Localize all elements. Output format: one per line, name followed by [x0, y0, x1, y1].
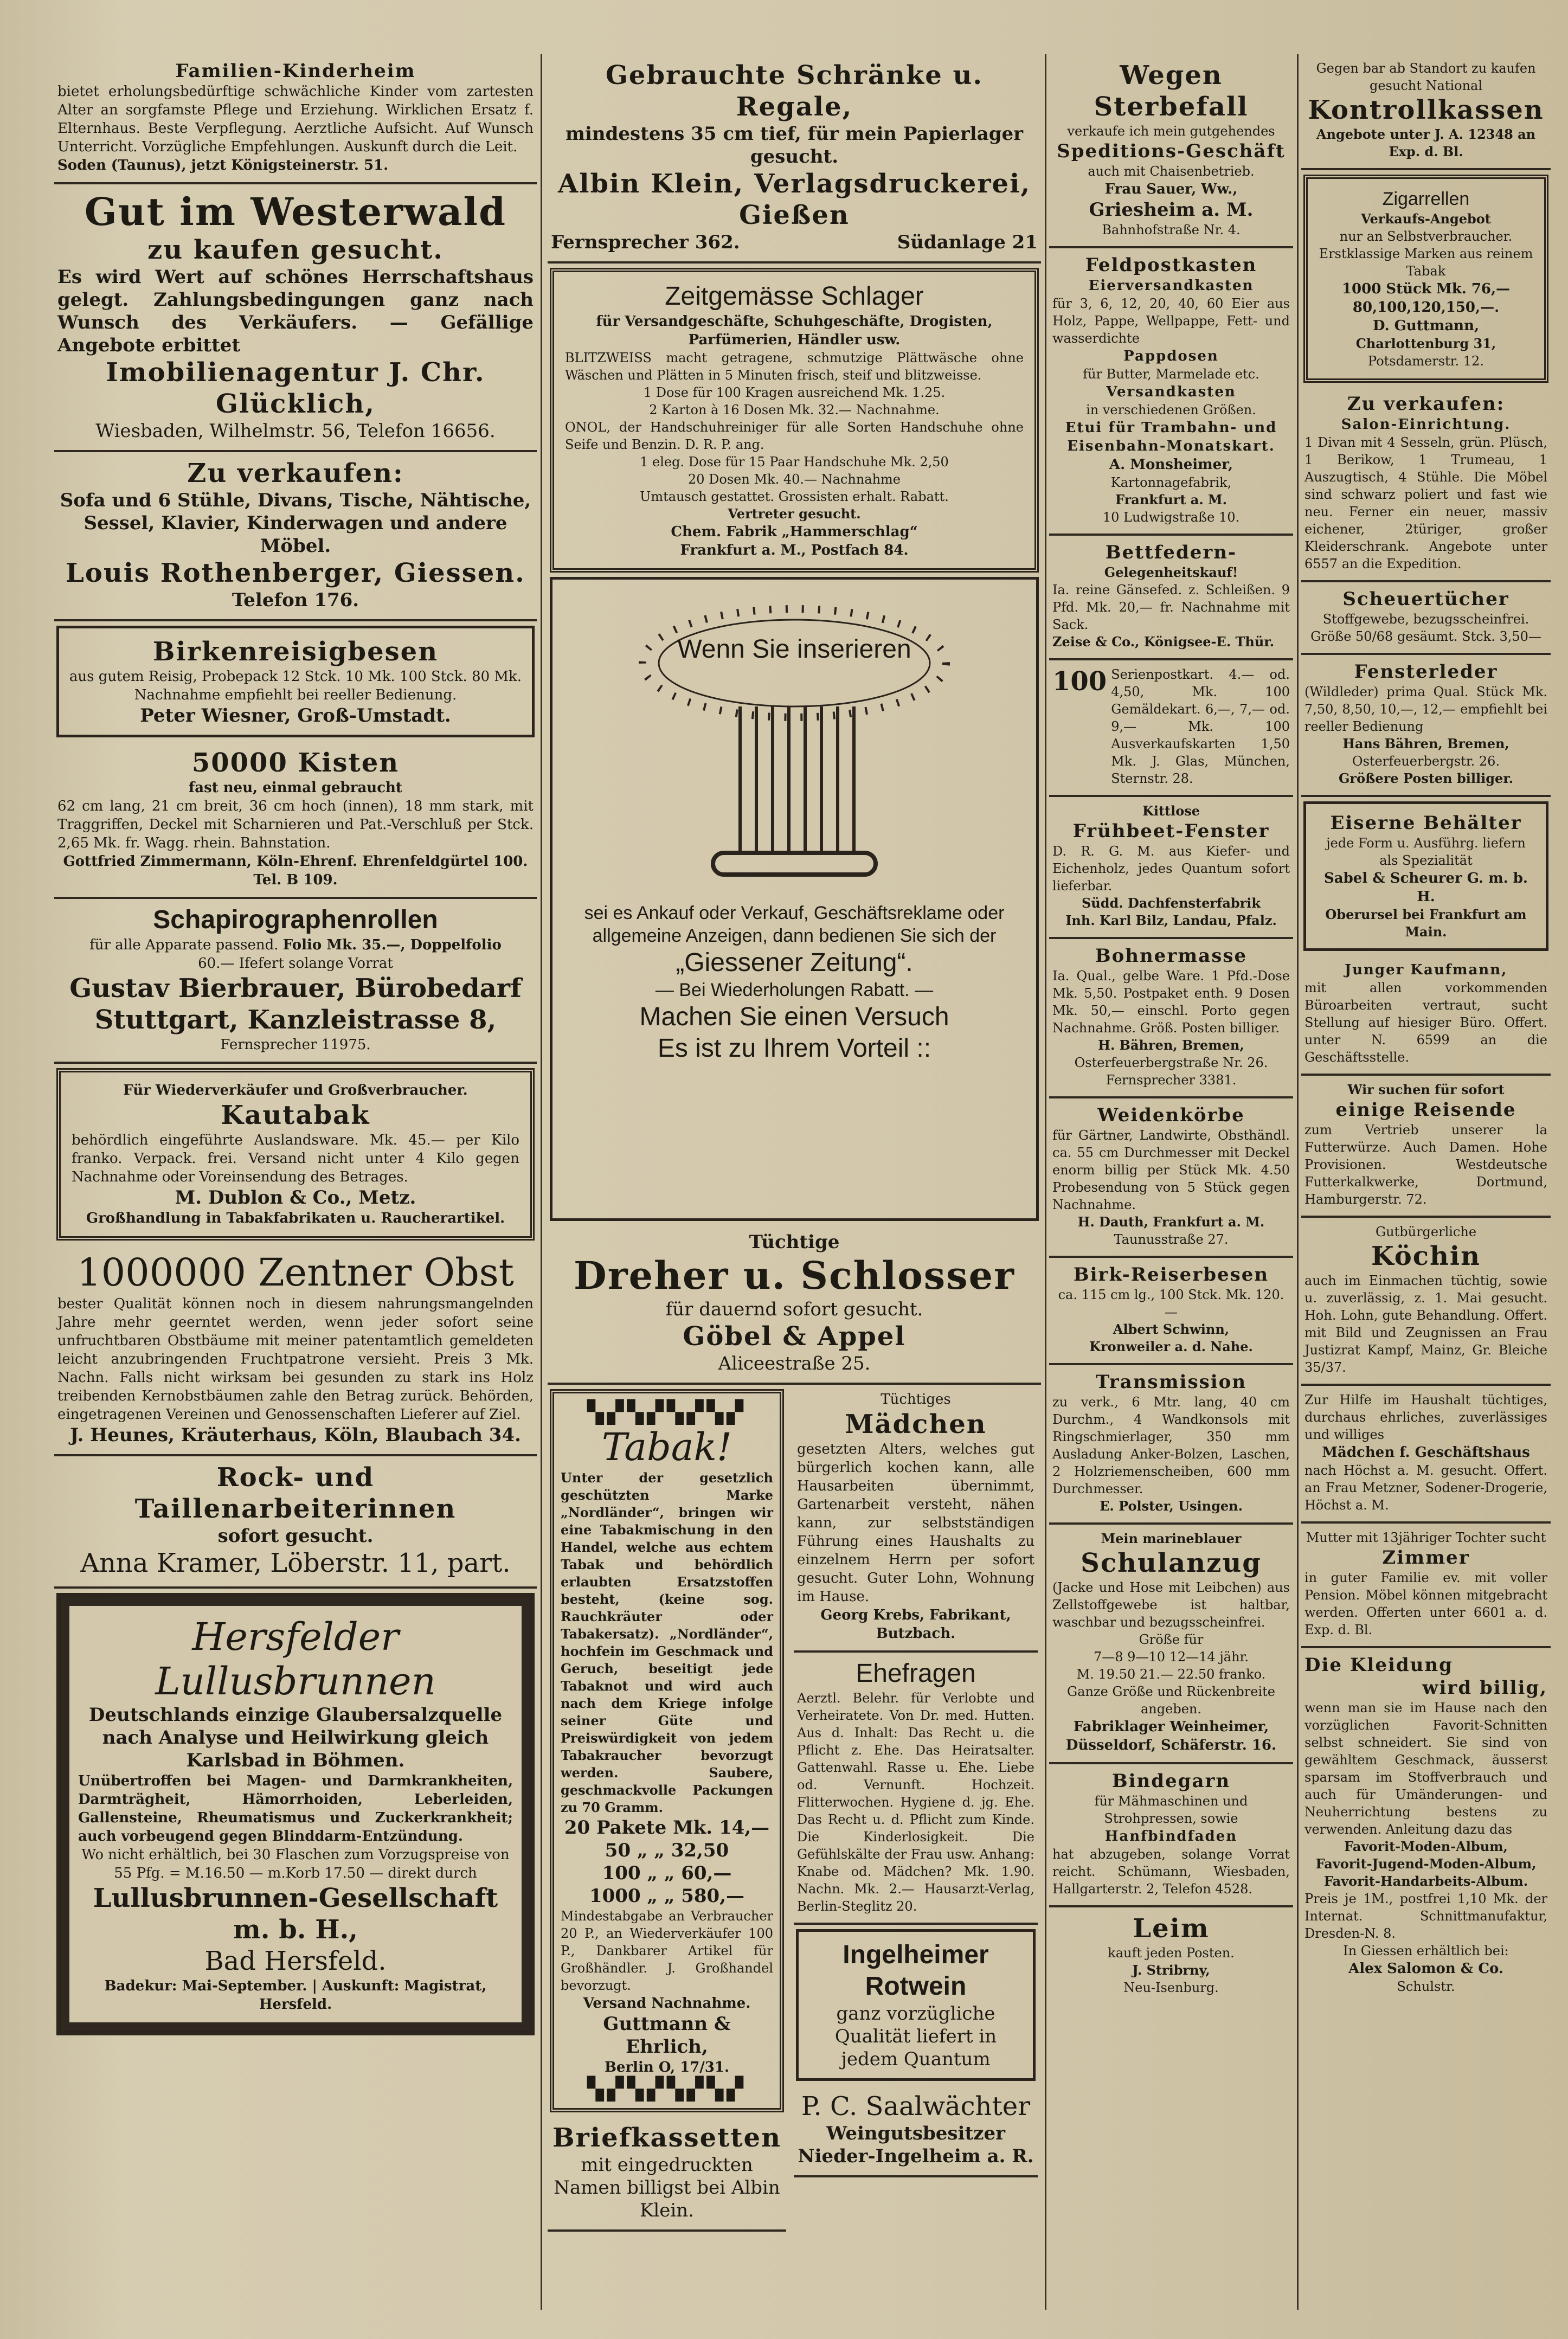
- ad-body: Deutschlands einzige Glaubersalzquelle nach Analyse und Heilwirkung gleich Karlsbad in Böhmen.: [88, 1704, 503, 1771]
- price-row: 1000 Stück Mk. 76,—: [1341, 281, 1511, 297]
- ad-body: Serienpostkart. 4.— od. 4,50, Mk. 100 Gemäldekart. 6,—, 7,— od. 9,— Mk. 100 Ausverkaufskarten 1,50 Mk. J. Glas, München, Sternstr. 28.: [1111, 667, 1290, 786]
- ad-topline: Gegen bar ab Standort zu kaufen gesucht National: [1316, 61, 1536, 93]
- ad-title: Frühbeet-Fenster: [1072, 820, 1270, 842]
- ad-body: für Mähmaschinen und Strohpressen, sowie: [1094, 1794, 1248, 1826]
- ad-body: behördlich eingeführte Auslandsware. Mk. 45.— per Kilo franko. Verpack. frei. Versand nicht unter 4 Kilo gegen Nachnahme oder Voreinsendung des Betrages.: [72, 1132, 519, 1185]
- ad-kautabak: [56, 1068, 535, 1241]
- advertiser-name: Gustav Bierbrauer, Bürobedarf: [69, 973, 522, 1004]
- ad-saalwaechter: [794, 2085, 1038, 2177]
- advertiser-city: Nieder-Ingelheim a. R.: [798, 2145, 1034, 2167]
- column-2: [548, 54, 1041, 2232]
- ad-body: aus gutem Reisig, Probepack 12 Stck. 10 Mk. 100 Stck. 80 Mk. Nachnahme empfiehlt bei reeller Bedienung.: [69, 669, 522, 703]
- ad-body: — Bei Wiederholungen Rabatt. —: [655, 980, 934, 1000]
- advertiser-name: J. Stribrny,: [1132, 1962, 1210, 1978]
- ad-body: (Jacke und Hose mit Leibchen) aus Zellstoffgewebe ist haltbar, waschbar und bezugsscheinfrei.: [1052, 1580, 1290, 1630]
- ad-topline: Mutter mit 13jähriger Tochter sucht: [1306, 1530, 1546, 1545]
- advertiser-address: Osterfeuerbergstr. 26.: [1352, 754, 1500, 769]
- ad-title: Zimmer: [1382, 1547, 1470, 1569]
- ad-body: 20 Dosen Mk. 40.— Nachnahme: [687, 472, 901, 487]
- ad-topline: Mein marineblauer: [1101, 1531, 1242, 1546]
- advertiser-name: Anna Kramer, Löberstr. 11, part.: [80, 1548, 511, 1578]
- ad-body: kauft jeden Posten.: [1108, 1945, 1235, 1961]
- advertiser-address: Charlottenburg 31,: [1355, 336, 1496, 351]
- ad-body: nur an Selbstverbraucher. Erstklassige Marken aus reinem Tabak: [1319, 229, 1533, 279]
- ad-body: auch im Einmachen tüchtig, sowie u. zuverlässig, z. 1. Mai gesucht. Hoh. Lohn, gute Behandlung. Offert. mit Bild und Zeugnissen an Frau Justizrat Kampf, Mainz, Gr. Bleiche 35/37.: [1304, 1273, 1547, 1375]
- advertiser-name: Sabel & Scheurer G. m. b. H.: [1324, 870, 1528, 905]
- ad-body: zu verk., 6 Mtr. lang, 40 cm Durchm., 4 Wandkonsols mit Ringschmierlager, 350 mm Ausladung Anker-Bolzen, Laschen, 2 Holzriemenscheiben, 600 mm Durchmesser.: [1052, 1395, 1290, 1496]
- ad-topline: Für Wiederverkäufer und Großverbraucher.: [123, 1082, 468, 1098]
- ad-tabak: [550, 1389, 784, 2112]
- advertiser-name: H. Dauth, Frankfurt a. M.: [1077, 1214, 1265, 1230]
- ad-subtitle: sofort gesucht.: [217, 1525, 374, 1547]
- ad-bohnermasse: [1049, 939, 1293, 1098]
- ad-body: wenn man sie im Hause nach den vorzüglichen Favorit-Schnitten selbst schneidert. Sie sind von gewähltem Geschmack, äusserst sparsam im Stoffverbrauch und auch für Umänderungen- und Neuherrichtung bestens zu verwenden. Anleitung dazu das: [1304, 1700, 1547, 1837]
- ad-kaufmann: [1301, 955, 1551, 1076]
- ad-body: für Gärtner, Landwirte, Obsthändl. ca. 55 cm Durchmesser mit Deckel enorm billig per Stück Mk. 4.50 Probesendung von 5 Stück gegen Nachnahme.: [1052, 1128, 1290, 1212]
- ad-title: Briefkassetten: [552, 2123, 781, 2153]
- ad-body: Wo nicht erhältlich, bei 30 Flaschen zum Vorzugspreise von 55 Pfg. = M.16.50 — m.Korb 17.50 — direkt durch: [81, 1847, 510, 1881]
- ad-body: für Butter, Marmelade etc.: [1083, 367, 1259, 382]
- advertiser-name: M. Dublon & Co., Metz.: [175, 1187, 416, 1209]
- advertiser-name: A. Monsheimer,: [1109, 457, 1233, 473]
- ad-body: Unübertroffen bei Magen- und Darmkrankheiten, Darmträgheit, Hämorrhoiden, Leberleiden, Gallensteine, Rheumatismus und Zuckerkrankheit; auch vorbeugend gegen Blinddarm-Entzündung.: [78, 1773, 513, 1845]
- advertiser-address: Osterfeuerbergstraße Nr. 26.: [1074, 1055, 1268, 1070]
- ad-subtitle: für Versandgeschäfte, Schuhgeschäfte, Drogisten, Parfümerien, Händler usw.: [596, 313, 993, 348]
- ad-maedchen-geschaeftshaus: [1301, 1386, 1551, 1524]
- price-row: 50 „ „ 32,50: [605, 1840, 729, 1861]
- column-rule: [1297, 54, 1299, 2310]
- ad-title: Schulanzug: [1081, 1548, 1262, 1578]
- ad-title: 50000 Kisten: [191, 748, 400, 778]
- advertiser-address: Stuttgart, Kanzleistrasse 8,: [94, 1005, 497, 1035]
- advertiser-name: Albin Klein, Verlagsdruckerei, Gießen: [557, 169, 1031, 230]
- price-row: 1000 „ „ 580,—: [589, 1885, 745, 1907]
- ad-body: 62 cm lang, 21 cm breit, 36 cm hoch (innen), 18 mm stark, mit Traggriffen, Deckel mit Scharnieren und Pat.-Verschluß per Stck. 2,65 Mk. fr. Wagg. rhein. Bahnstation.: [57, 798, 534, 851]
- ad-body: nach Höchst a. M. gesucht. Offert. an Frau Metzner, Sodener-Drogerie, Höchst a. M.: [1304, 1463, 1547, 1513]
- ad-title: Schapirographenrollen: [153, 905, 438, 934]
- ad-body: Stoffgewebe, bezugsscheinfrei. Größe 50/68 gesäumt. Stck. 3,50—: [1310, 612, 1541, 644]
- ad-title: Eierversandkasten: [1088, 278, 1254, 294]
- advertiser-name: Georg Krebs, Fabrikant, Butzbach.: [820, 1607, 1011, 1642]
- ad-title: Birkenreisigbesen: [152, 637, 439, 667]
- ad-topline: Wir suchen für sofort: [1347, 1082, 1505, 1097]
- price-row: 100 „ „ 60,—: [602, 1862, 732, 1884]
- album-item: Favorit-Moden-Album,: [1344, 1839, 1508, 1854]
- advertiser-name: Imobilienagentur J. Chr. Glücklich,: [106, 357, 485, 419]
- ad-body: Umtausch gestattet. Grossisten erhalt. Rabatt.: [640, 489, 949, 504]
- ad-reisende: [1301, 1076, 1551, 1218]
- album-item: Favorit-Handarbeits-Album.: [1323, 1873, 1528, 1889]
- ad-body: ONOL, der Handschuhreiniger für alle Sorten Handschuhe ohne Seife und Benzin. D. R. P. ang.: [565, 420, 1024, 452]
- advertiser-name: Frau Sauer, Ww.,: [1104, 181, 1238, 197]
- advertiser-phone: Fernsprecher 11975.: [220, 1037, 371, 1053]
- ad-body: Zur Hilfe im Haushalt tüchtiges, durchaus ehrliches, zuverlässiges und williges: [1304, 1392, 1547, 1442]
- ad-title: Hersfelder Lullusbrunnen: [155, 1615, 436, 1704]
- ad-body: Unter der gesetzlich geschützten Marke „Nordländer“, bringen wir eine Tabakmischung in den Handel, welche aus echtem Tabak und behördlich erlaubten Ersatzstoffen besteht, (keine sog. Rauchkräuter oder Tabakersatz). „Nordländer“, hochfein im Geschmack und Geruch, beseitigt jede Tabaknot und wird auch nach dem Kriege infolge seiner Güte und Preiswürdigkeit von jedem Tabakraucher bevorzugt werden. Saubere, geschmackvolle Packungen zu 70 Gramm.: [561, 1470, 773, 1815]
- advertiser-city: Kronweiler a. d. Nahe.: [1089, 1339, 1253, 1354]
- ad-fruehbeet: [1049, 797, 1293, 939]
- ad-body: Ia. Qual., gelbe Ware. 1 Pfd.-Dose Mk. 5,50. Postpaket enth. 9 Dosen Mk. 50,— einschl. Porto gegen Nachnahme. Größ. Posten billiger.: [1052, 968, 1290, 1036]
- advertiser-city: Frankfurt a. M., Postfach 84.: [680, 542, 909, 558]
- advertiser-city: Oberursel bei Frankfurt am Main.: [1325, 907, 1527, 940]
- ad-weidenkoerbe: [1049, 1098, 1293, 1258]
- ad-body: Ia. reine Gänsefed. z. Schleißen. 9 Pfd. Mk. 20,— fr. Nachnahme mit Sack.: [1052, 582, 1290, 632]
- advertiser-phone: Fernsprecher 3381.: [1106, 1072, 1237, 1088]
- ad-body: 2 Karton à 16 Dosen Mk. 32.— Nachnahme.: [649, 402, 940, 417]
- ad-body: Aerztl. Belehr. für Verlobte und Verheiratete. Von Dr. med. Hutten. Aus d. Inhalt: Das Recht u. die Pflicht z. Ehe. Das Heiratsalter. Gattenwahl. Rasse u. Ehe. Liebe od. Vernunft. Hochzeit. Flitterwochen. Hygiene d. jg. Ehe. Das Recht u. d. Pflicht zum Kinde. Die Kinderlosigkeit. Die Gefühlskälte der Frau usw. Anhang: Knabe od. Mädchen? Mk. 1.90. Nachn. Mk. 2.— Hausarzt-Verlag, Berlin-Steglitz 20.: [797, 1691, 1034, 1914]
- ad-fensterleder: [1301, 655, 1551, 797]
- ad-title: Köchin: [1371, 1241, 1481, 1271]
- ad-title: Bindegarn: [1111, 1770, 1231, 1792]
- ad-body: auch mit Chaisenbetrieb.: [1088, 164, 1255, 179]
- ad-subtitle: fast neu, einmal gebraucht: [189, 780, 402, 796]
- ad-kontrollkassen: [1301, 54, 1551, 170]
- ad-title: Etui für Trambahn- und Eisenbahn-Monatskart.: [1065, 420, 1277, 454]
- advertiser-title: Weingutsbesitzer: [826, 2123, 1006, 2144]
- ad-title: Eiserne Behälter: [1330, 812, 1522, 834]
- ad-giessener-zeitung: [550, 577, 1039, 1221]
- ad-kleidung: [1301, 1648, 1551, 2003]
- ad-zu-verkaufen: [54, 452, 537, 621]
- ad-body: Angebote unter J. A. 12348 an Exp. d. Bl.: [1316, 126, 1536, 159]
- ad-maedchen: [794, 1385, 1038, 1653]
- size-header: Größe für: [1139, 1632, 1204, 1647]
- ad-lullusbrunnen: [69, 1606, 522, 2022]
- ad-title: Birk-Reiserbesen: [1073, 1264, 1269, 1286]
- ad-westerwald: [54, 184, 537, 452]
- price-row: 80,100,120,150,—.: [1352, 299, 1500, 316]
- ad-subtitle: mindestens 35 cm tief, für mein Papierlager gesucht.: [565, 123, 1024, 168]
- album-item: Favorit-Jugend-Moden-Album,: [1315, 1856, 1537, 1872]
- advertiser-city: Düsseldorf, Schäferstr. 16.: [1065, 1737, 1277, 1753]
- ad-body: in guter Familie ev. mit voller Pension. Möbel können mitgebracht werden. Offerten unter 6601 a. d. Exp. d. Bl.: [1304, 1570, 1547, 1637]
- greek-key-ornament: ▚▞▚▞▚▞▚▞: [587, 2077, 747, 2102]
- ad-body: 1 Dose für 100 Kragen ausreichend Mk. 1.25.: [643, 385, 946, 400]
- advertiser-phone: Telefon 176.: [232, 589, 359, 611]
- ad-title: Bettfedern-: [1105, 542, 1237, 563]
- advertiser-name: Louis Rothenberger, Giessen.: [66, 558, 525, 588]
- price-row: M. 19.50 21.— 22.50 franko.: [1076, 1667, 1266, 1682]
- ad-title: Rotwein: [865, 1972, 967, 2001]
- ad-body: BLITZWEISS macht getragene, schmutzige Plättwäsche ohne Wäschen und Plätten in 5 Minuten frisch, steif und blitzweisse.: [565, 350, 1024, 383]
- ad-body: Vertreter gesucht.: [728, 506, 861, 522]
- advertiser-address: Südanlage 21: [897, 232, 1038, 253]
- ad-title: Die Kleidung: [1304, 1654, 1453, 1676]
- advertiser-name: Chem. Fabrik „Hammerschlag“: [671, 524, 918, 540]
- ad-title: 1000000 Zentner Obst: [77, 1250, 514, 1295]
- ad-ehefragen: [794, 1653, 1038, 1925]
- advertiser-address: Bahnhofstraße Nr. 4.: [1102, 222, 1241, 237]
- oval-text: Wenn Sie inserieren: [677, 635, 911, 664]
- advertiser-name: Südd. Dachfensterfabrik: [1081, 895, 1261, 911]
- ad-title: Bohnermasse: [1095, 945, 1248, 967]
- ad-transmission: [1049, 1365, 1293, 1525]
- ad-salon: [1301, 387, 1551, 582]
- ad-bettfedern: [1049, 536, 1293, 660]
- ad-slogan: Es ist zu Ihrem Vorteil ::: [657, 1034, 931, 1063]
- ad-title: Zu verkaufen:: [187, 458, 404, 489]
- advertiser-address: Potsdamerstr. 12.: [1368, 354, 1484, 369]
- ad-body: 1 eleg. Dose für 15 Paar Handschuhe Mk. 2,50: [640, 454, 949, 470]
- advertiser-address: Schulstr.: [1397, 1979, 1455, 1994]
- size-row: 7—8 9—10 12—14 jähr.: [1094, 1649, 1249, 1665]
- ad-body: (Wildleder) prima Qual. Stück Mk. 7,50, 8,50, 10,—, 12,— empfiehlt bei reeller Bedienung: [1304, 684, 1547, 734]
- ad-schraenke: [548, 54, 1041, 264]
- ad-leim: [1049, 1907, 1293, 2004]
- ad-title: Tabak!: [601, 1425, 732, 1469]
- ad-line: Folio Mk. 35.—, Doppelfolio: [282, 937, 502, 953]
- advertiser-address: 10 Ludwigstraße 10.: [1102, 510, 1240, 525]
- newspaper-name: „Giessener Zeitung“.: [676, 948, 913, 977]
- ad-ingelheimer: [796, 1929, 1036, 2081]
- ad-lullusbrunnen-frame: [56, 1593, 535, 2035]
- ad-subtitle: für dauernd sofort gesucht.: [665, 1299, 923, 1320]
- ad-title: Familien-Kinderheim: [175, 60, 416, 82]
- ad-footer: Größere Posten billiger.: [1338, 770, 1514, 786]
- advertiser-name: J. Heunes, Kräuterhaus, Köln, Blaubach 34.: [70, 1424, 521, 1446]
- advertiser-name: Peter Wiesner, Groß-Umstadt.: [140, 705, 451, 727]
- ad-title: Weidenkörbe: [1097, 1104, 1245, 1126]
- ad-body: Sofa und 6 Stühle, Divans, Tische, Nähtische, Sessel, Klavier, Kinderwagen und andere Möbel.: [60, 490, 531, 557]
- ad-subtitle: Salon-Einrichtung.: [1341, 416, 1511, 433]
- ad-body: Es wird Wert auf schönes Herrschaftshaus gelegt. Zahlungsbedingungen ganz nach Wunsch des Verkäufers. — Gefällige Angebote erbittet: [57, 266, 534, 356]
- greek-key-ornament: ▚▞▚▞▚▞▚▞: [587, 1400, 747, 1425]
- advertiser-name: E. Polster, Usingen.: [1100, 1498, 1243, 1514]
- ad-koechin: [1301, 1218, 1551, 1386]
- ad-body: verkaufe ich mein gutgehendes: [1067, 124, 1275, 139]
- ad-body: bietet erholungsbedürftige schwächliche Kinder vom zartesten Alter an sorgfamste Pflege und Erziehung. Wirklichen Ersatz f. Elternhaus. Beste Verpflegung. Aerztliche Aufsicht. Auf Wunsch Unterricht. Vorzügliche Empfehlungen. Auskunft durch die Leit.: [57, 83, 534, 155]
- ad-subtitle: zu kaufen gesucht.: [147, 235, 444, 265]
- ad-title: Ehefragen: [856, 1659, 976, 1688]
- ad-title: Fensterleder: [1354, 661, 1498, 683]
- ad-title: Zigarrellen: [1382, 189, 1470, 209]
- advertiser-name: Alex Salomon & Co.: [1348, 1961, 1503, 1977]
- ad-title: Rock- und Taillenarbeiterinnen: [134, 1462, 457, 1524]
- ad-title: Leim: [1133, 1913, 1210, 1944]
- ad-body: Versand Nachnahme.: [583, 1995, 751, 2012]
- advertiser-city: Neu-Isenburg.: [1123, 1980, 1219, 1995]
- ad-kinderheim: [54, 54, 537, 184]
- advertiser-city: Frankfurt a. M.: [1115, 492, 1227, 507]
- column-4: [1301, 54, 1551, 2003]
- ad-obst: [54, 1245, 537, 1456]
- ad-line: für alle Apparate passend.: [89, 937, 279, 953]
- ad-number: 100: [1052, 666, 1107, 697]
- column-rule: [541, 54, 542, 2310]
- advertiser-phone: Fernsprecher 362.: [551, 232, 740, 253]
- ad-feldpostkasten: [1049, 248, 1293, 536]
- ad-title: Speditions-Geschäft: [1057, 140, 1286, 162]
- ad-sterbefall: [1049, 54, 1293, 248]
- ad-birkenreisigbesen: [56, 626, 535, 737]
- ad-footer: Soden (Taunus), jetzt Königsteinerstr. 51.: [57, 157, 389, 174]
- left-subcolumn: [548, 1385, 786, 2232]
- ad-title: Ingelheimer: [843, 1940, 989, 1969]
- ad-title: Feldpostkasten: [1085, 254, 1257, 276]
- ad-title: Gut im Westerwald: [84, 189, 507, 234]
- ad-title: Kautabak: [221, 1100, 370, 1130]
- advertiser-address: Taunusstraße 27.: [1114, 1232, 1229, 1247]
- ad-title: Scheuertücher: [1342, 588, 1509, 610]
- ad-line: 60.— Ifefert solange Vorrat: [198, 955, 393, 972]
- advertiser-name: H. Bähren, Bremen,: [1098, 1037, 1244, 1053]
- ad-title: Kontrollkassen: [1308, 95, 1544, 125]
- ad-briefkassetten: [548, 2117, 786, 2232]
- advertiser-name: Albert Schwinn,: [1113, 1321, 1230, 1337]
- ad-topline: Tüchtiges: [881, 1391, 951, 1408]
- ad-subtitle: Gelegenheitskauf!: [1104, 564, 1238, 580]
- advertiser-city: Bad Hersfeld.: [204, 1946, 387, 1976]
- ad-body: zum Vertrieb unserer la Futterwürze. Auch Damen. Hohe Provisionen. Westdeutsche Futterkalkwerke, Dortmund, Hamburgerstr. 72.: [1304, 1122, 1547, 1207]
- advertiser-name: Göbel & Appel: [683, 1321, 906, 1352]
- ad-title: Zeitgemässe Schlager: [665, 282, 924, 311]
- ad-topline: Gutbürgerliche: [1375, 1224, 1477, 1239]
- advertiser-address: Aliceestraße 25.: [718, 1353, 871, 1374]
- advertiser-address: Wiesbaden, Wilhelmstr. 56, Telefon 16656.: [95, 420, 496, 442]
- ad-schulanzug: [1049, 1525, 1293, 1764]
- column-1: [54, 54, 537, 2040]
- ad-postkarten: [1049, 660, 1293, 797]
- advertiser-sub: Kartonnagefabrik,: [1110, 475, 1232, 490]
- ad-title: Transmission: [1095, 1371, 1247, 1393]
- two-column-block: [548, 1385, 1041, 2232]
- ad-title: Zu verkaufen:: [1347, 393, 1505, 415]
- ad-zimmer: [1301, 1524, 1551, 1648]
- advertiser-name: Hans Bähren, Bremen,: [1342, 736, 1509, 751]
- advertiser-name: Guttmann & Ehrlich,: [603, 2013, 731, 2058]
- price-row: 20 Pakete Mk. 14,—: [564, 1817, 770, 1839]
- ad-title: Versandkasten: [1106, 384, 1236, 400]
- ad-body: 1 Divan mit 4 Sesseln, grün. Plüsch, 1 Berikow, 1 Trumeau, 1 Auszugtisch, 4 Stühle. Die Möbel sind schwarz poliert und fast wie neu. Ferner ein neuer, massiv eichener, 2türiger, großer Kleiderschrank. Angebote unter 6557 an die Expedition.: [1304, 435, 1547, 571]
- ad-footer: Badekur: Mai-September. | Auskunft: Magistrat, Hersfeld.: [104, 1978, 487, 2013]
- ad-schapirographen: [54, 899, 537, 1064]
- right-subcolumn: [794, 1385, 1038, 2232]
- advertiser-name: Lullusbrunnen-Gesellschaft m. b. H.,: [93, 1883, 498, 1945]
- advertiser-city: Berlin O, 17/31.: [604, 2059, 730, 2075]
- advertiser-name: D. Guttmann,: [1372, 318, 1480, 334]
- ad-subtitle: Verkaufs-Angebot: [1361, 211, 1491, 227]
- ad-topline: Tüchtige: [749, 1231, 840, 1253]
- ad-footer: Großhandlung in Tabakfabrikaten u. Raucherartikel.: [86, 1210, 505, 1226]
- ad-body: gesetzten Alters, welches gut bürgerlich kochen kann, alle Hausarbeiten übernimmt, Gartenarbeit versteht, nähen kann, zur selbstständigen Führung eines Haushalts zu einzelnem Herrn per sofort gesucht. Guter Lohn, Wohnung im Hause.: [797, 1441, 1034, 1605]
- advertiser-name: P. C. Saalwächter: [801, 2091, 1031, 2122]
- ad-title: Pappdosen: [1123, 348, 1219, 364]
- ad-title: Gebrauchte Schränke u. Regale,: [605, 60, 984, 122]
- ad-arbeiterinnen: [54, 1456, 537, 1589]
- ad-body: jede Form u. Ausführg. liefern als Spezialität: [1326, 836, 1526, 868]
- ad-slogan: Machen Sie einen Versuch: [639, 1003, 949, 1031]
- advertiser-city: Griesheim a. M.: [1089, 199, 1254, 221]
- ad-body: in verschiedenen Größen.: [1086, 402, 1256, 417]
- ad-reiserbesen: [1049, 1258, 1293, 1365]
- ad-body: Preis je 1M., postfrei 1,10 Mk. der Internat. Schnittmanufaktur, Dresden-N. 8.: [1304, 1891, 1547, 1941]
- column-3: [1049, 54, 1293, 2004]
- advertiser-sub: Inh. Karl Bilz, Landau, Pfalz.: [1065, 913, 1277, 928]
- ad-scheuertuecher: [1301, 582, 1551, 655]
- ad-bindegarn: [1049, 1764, 1293, 1907]
- ad-body: bester Qualität können noch in diesem nahrungsmangelnden Jahre mehr geerntet werden, wenn jeder sofort seine unfruchtbaren Obstbäume mit meiner patentamtlich gemeldeten leicht anzubringenden Fruchtpatrone versieht. Preis 3 Mk. Nachn. Falls nicht wirksam bei gesunden zu stark ins Holz treibenden Kernobstbäumen zahle den Betrag zurück. Behörden, eingetragenen Vereinen und Genossenschaften Lieferer auf Ziel.: [57, 1296, 534, 1423]
- advertiser-name: Gottfried Zimmermann, Köln-Ehrenf. Ehrenfeldgürtel 100. Tel. B 109.: [63, 853, 528, 888]
- ad-title: Wegen: [1120, 60, 1223, 91]
- ad-body: Mindestabgabe an Verbraucher 20 P., an Wiederverkäufer 100 P., Dankbarer Artikel für Großhändler. J. Großhandel bevorzugt.: [561, 1909, 773, 1993]
- ad-body: Ganze Größe und Rückenbreite angeben.: [1066, 1684, 1275, 1717]
- ad-body: ganz vorzügliche Qualität liefert in jedem Quantum: [834, 2003, 997, 2070]
- ad-body: D. R. G. M. aus Kiefer- und Eichenholz, jedes Quantum sofort lieferbar.: [1052, 844, 1290, 894]
- ad-title: Junger Kaufmann,: [1344, 962, 1508, 978]
- ad-kisten: [54, 742, 537, 899]
- ad-body: sei es Ankauf oder Verkauf, Geschäftsreklame oder allgemeine Anzeigen, dann bedienen Sie sich der: [584, 903, 1005, 946]
- ad-body: In Giessen erhältlich bei:: [1343, 1943, 1509, 1958]
- ad-title: wird billig,: [1422, 1677, 1547, 1699]
- base-scroll: [713, 853, 876, 875]
- ad-body: hat abzugeben, solange Vorrat reicht. Schümann, Wiesbaden, Hallgarterstr. 2, Telefon 4528.: [1052, 1847, 1290, 1897]
- ad-title: Mädchen: [845, 1409, 987, 1440]
- ad-title: Mädchen f. Geschäftshaus: [1322, 1444, 1530, 1461]
- hanging-lines: [740, 706, 854, 853]
- advertiser-name: Fabriklager Weinheimer,: [1073, 1719, 1269, 1735]
- ad-body: ca. 115 cm lg., 100 Stck. Mk. 120.—: [1058, 1287, 1284, 1320]
- ad-title: Sterbefall: [1094, 92, 1249, 122]
- ad-topline: Kittlose: [1142, 803, 1200, 819]
- column-rule: [1045, 54, 1046, 2310]
- advertiser-name: Zeise & Co., Königsee-E. Thür.: [1052, 634, 1275, 650]
- ad-dreher: [548, 1225, 1041, 1385]
- ad-title: Dreher u. Schlosser: [573, 1253, 1015, 1298]
- ad-zigarrellen: [1303, 175, 1548, 383]
- ad-title: Hanfbindfaden: [1104, 1828, 1238, 1845]
- ad-eiserne-behaelter: [1303, 801, 1548, 951]
- ad-body: mit allen vorkommenden Büroarbeiten vertraut, sucht Stellung auf hiesiger Büro. Offert. unter N. 6599 an die Geschäftsstelle.: [1304, 980, 1547, 1065]
- ad-title: einige Reisende: [1335, 1099, 1516, 1121]
- ad-body: mit eingedruckten Namen billigst bei Albin Klein.: [554, 2154, 780, 2221]
- ad-zeitgemaesse-schlager: [550, 268, 1039, 573]
- ad-body: für 3, 6, 12, 20, 40, 60 Eier aus Holz, Pappe, Wellpappe, Fett- und wasserdichte: [1052, 296, 1290, 346]
